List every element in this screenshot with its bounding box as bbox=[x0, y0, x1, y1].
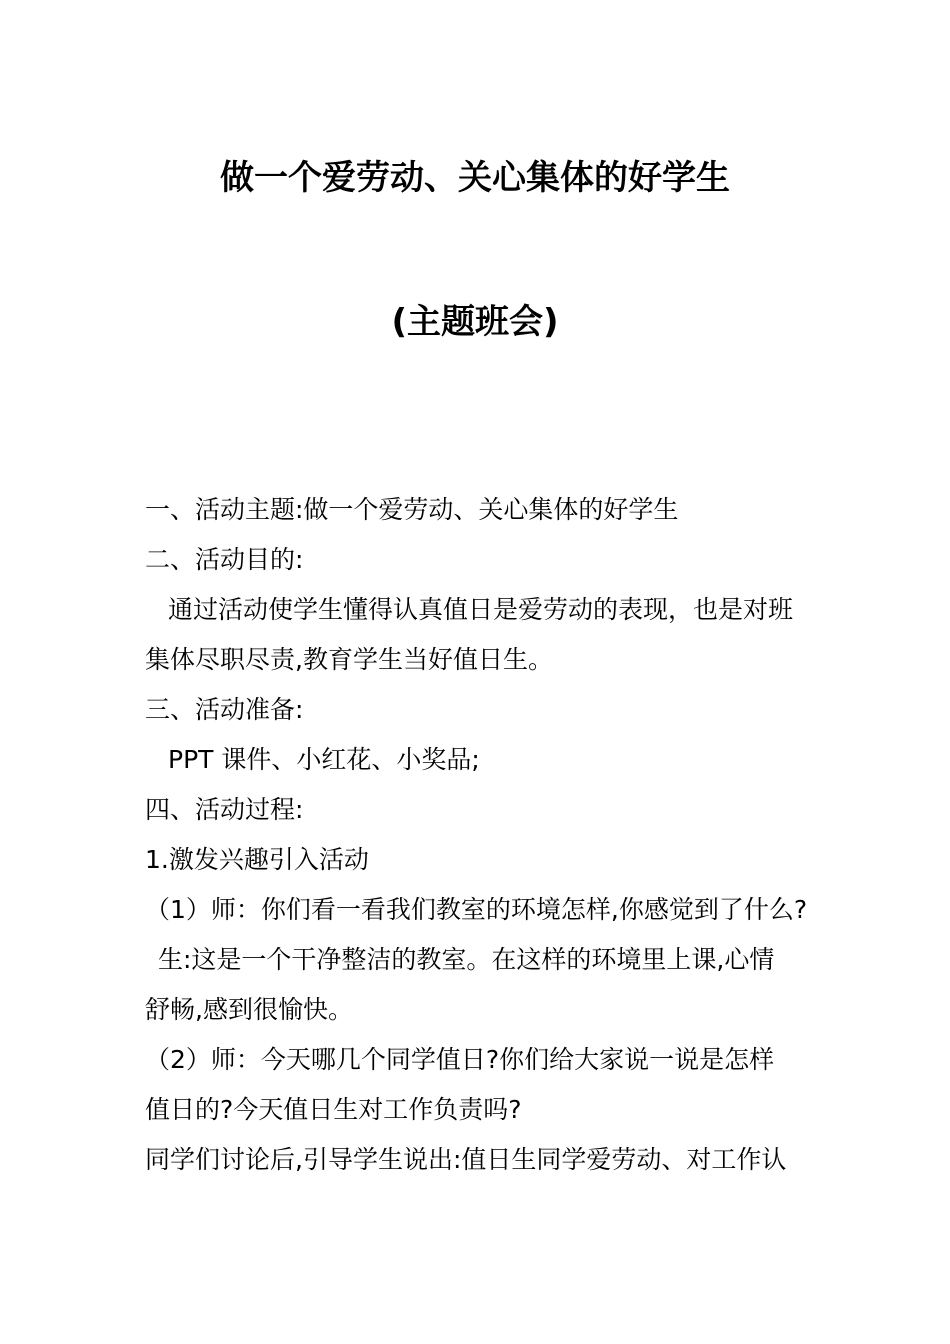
section-heading-preparation: 三、活动准备: bbox=[145, 695, 304, 724]
paragraph-line: PPT 课件、小红花、小奖品; bbox=[168, 745, 480, 774]
paragraph-line: 集体尽职尽责,教育学生当好值日生。 bbox=[145, 645, 553, 674]
paragraph-line: 生:这是一个干净整洁的教室。在这样的环境里上课,心情 bbox=[158, 945, 775, 974]
paragraph-line: 值日的?今天值日生对工作负责吗? bbox=[145, 1095, 522, 1124]
paragraph-line: 舒畅,感到很愉快。 bbox=[145, 995, 353, 1024]
document-title: 做一个爱劳动、关心集体的好学生 bbox=[220, 158, 730, 198]
section-heading-process: 四、活动过程: bbox=[145, 795, 304, 824]
document-subtitle: (主题班会) bbox=[391, 302, 559, 342]
paragraph-line: （2）师：今天哪几个同学值日?你们给大家说一说是怎样 bbox=[145, 1045, 775, 1074]
paragraph-line: （1）师：你们看一看我们教室的环境怎样,你感觉到了什么? bbox=[145, 895, 808, 924]
section-heading-theme: 一、活动主题:做一个爱劳动、关心集体的好学生 bbox=[145, 495, 679, 524]
paragraph-line: 通过活动使学生懂得认真值日是爱劳动的表现，也是对班 bbox=[168, 595, 794, 624]
section-heading-purpose: 二、活动目的: bbox=[145, 545, 304, 574]
subsection-heading: 1.激发兴趣引入活动 bbox=[145, 845, 369, 874]
paragraph-line: 同学们讨论后,引导学生说出:值日生同学爱劳动、对工作认 bbox=[145, 1145, 787, 1174]
